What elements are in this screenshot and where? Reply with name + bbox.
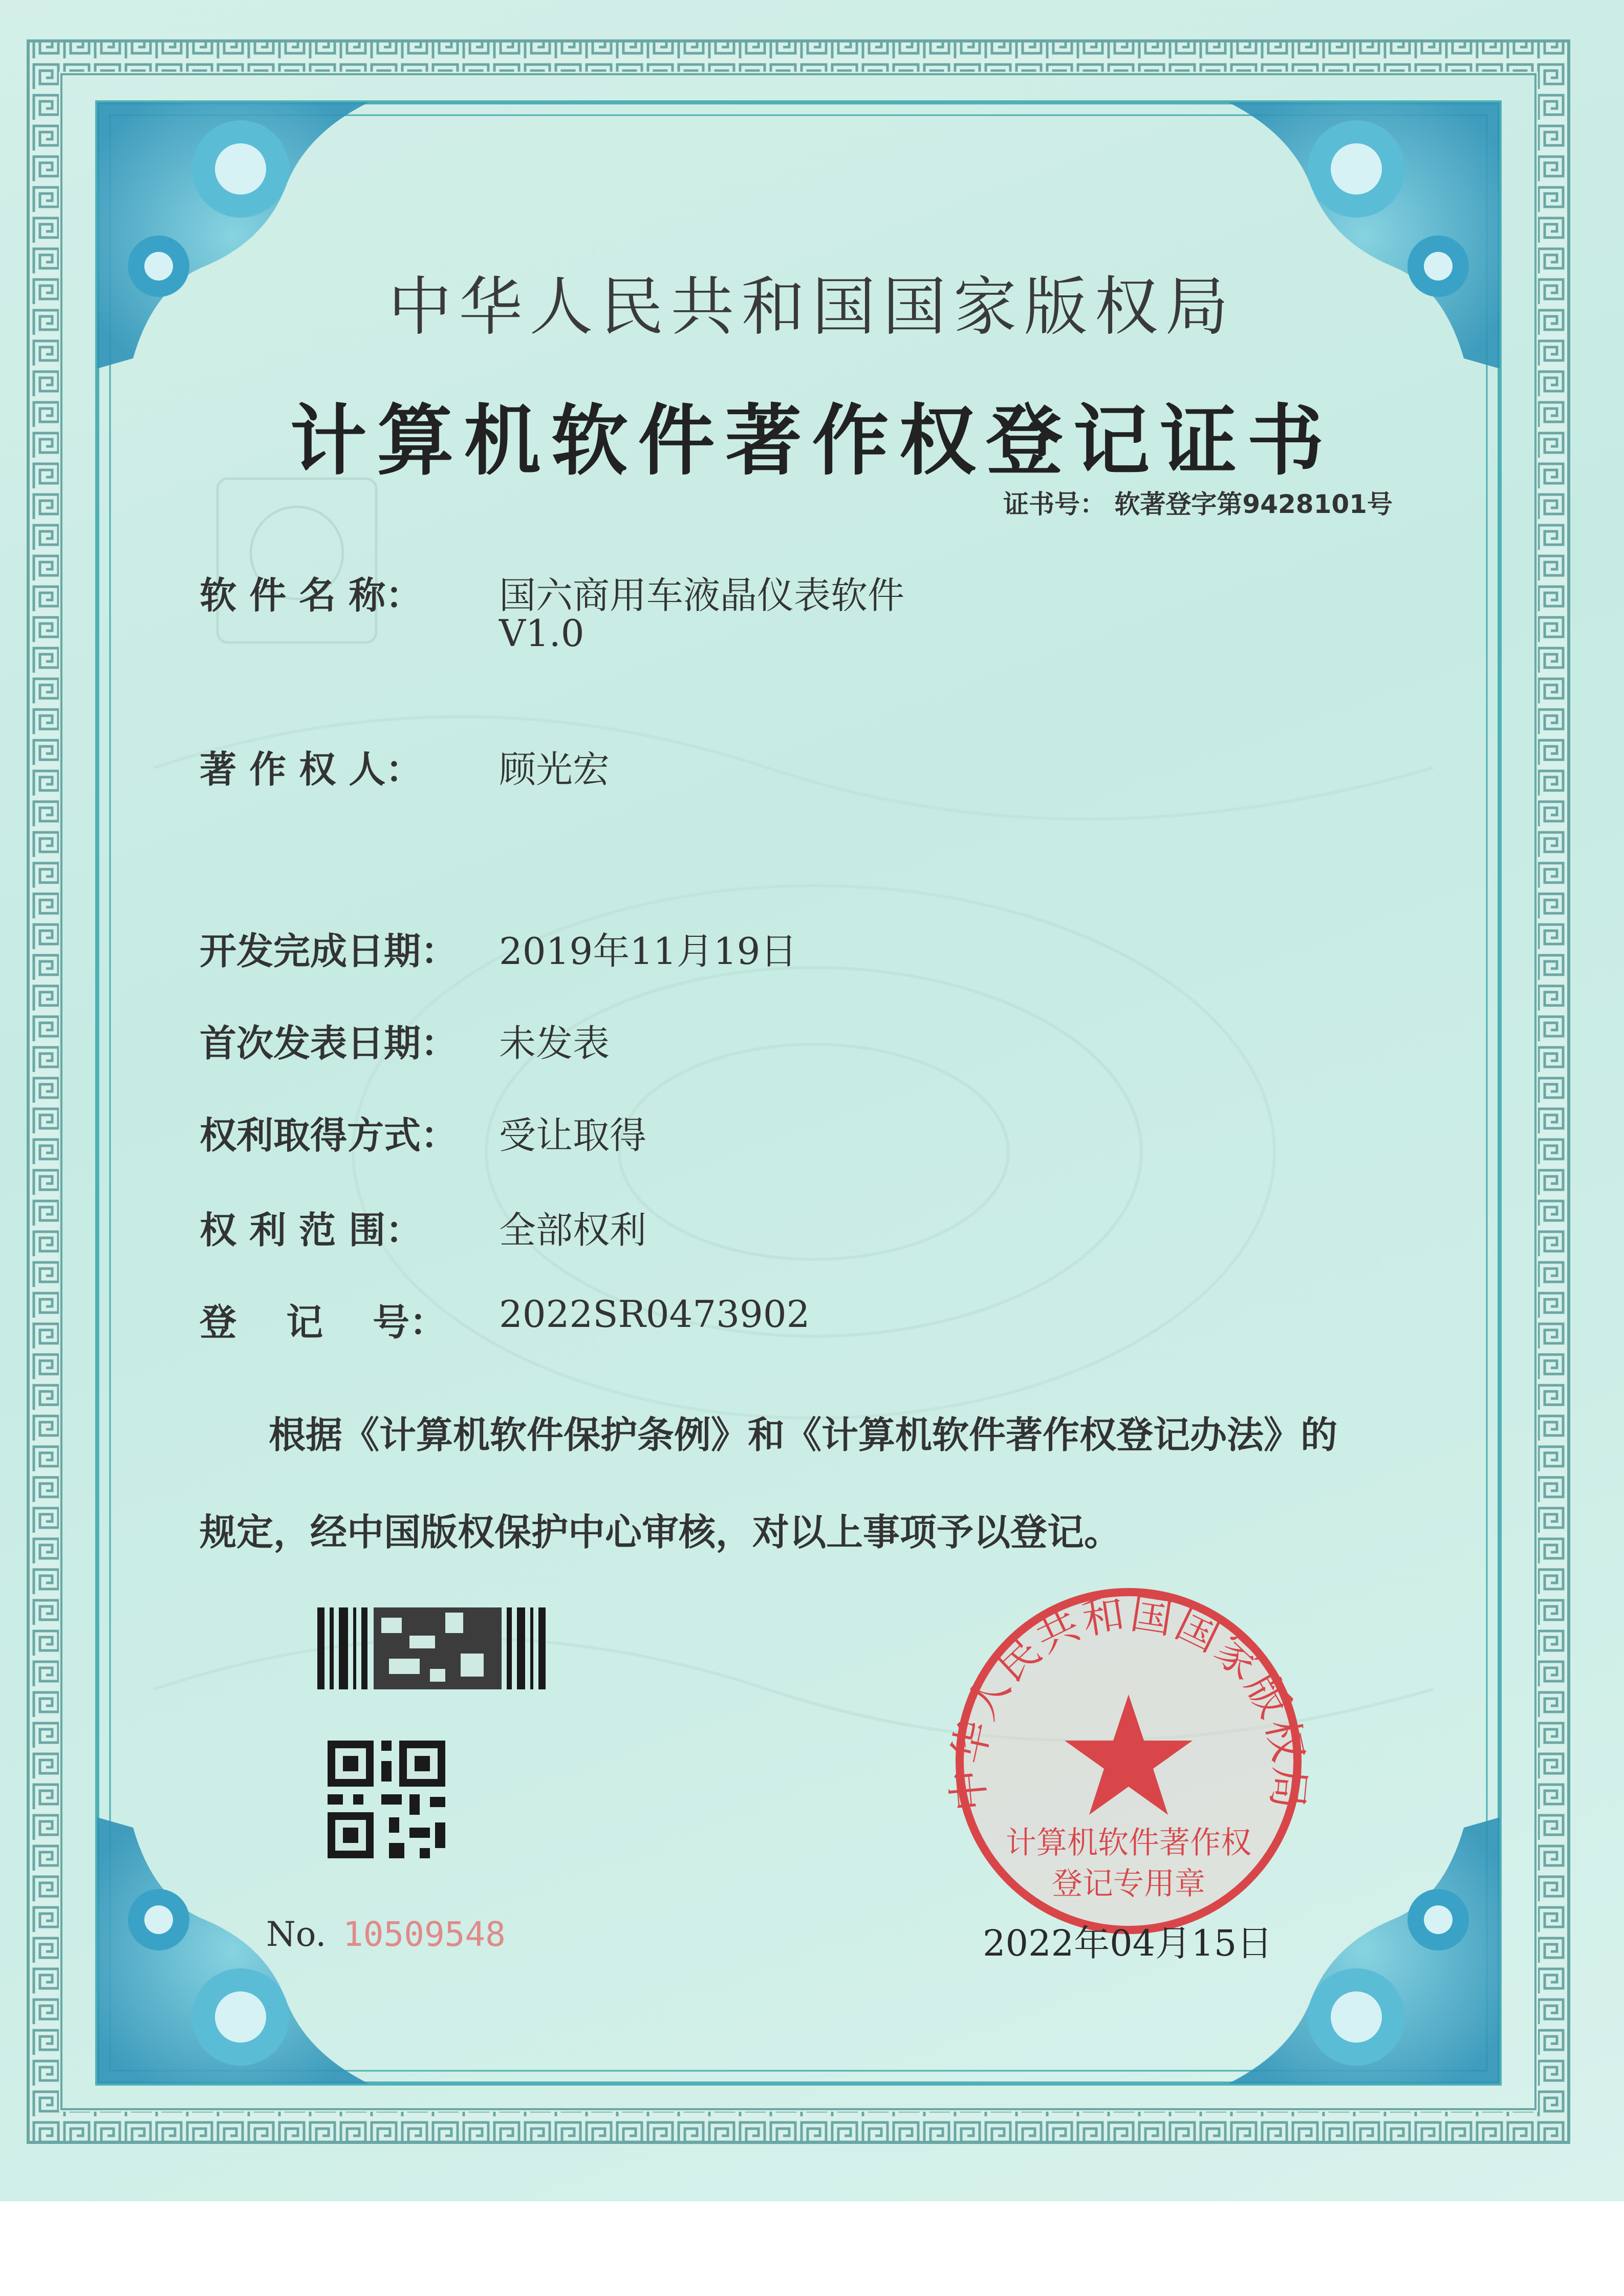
field-value-acquisition-method: 受让取得	[499, 1114, 647, 1157]
serial-label: No.	[266, 1915, 327, 1954]
field-value-software-version: V1.0	[499, 612, 584, 655]
field-label-registration-number: 登 记 号：	[200, 1301, 447, 1344]
paragraph-line-2: 规定，经中国版权保护中心审核，对以上事项予以登记。	[200, 1511, 1121, 1554]
field-value-first-publication-date: 未发表	[499, 1022, 610, 1065]
field-value-rights-scope: 全部权利	[499, 1209, 647, 1252]
field-label-first-publication-date: 首次发表日期：	[200, 1022, 458, 1065]
field-label-software-name: 软 件 名 称：	[200, 574, 423, 617]
serial-number: 10509548	[343, 1915, 506, 1954]
field-value-copyright-owner: 顾光宏	[499, 748, 610, 791]
certificate-number: 证书号： 软著登字第9428101号	[1003, 489, 1393, 519]
field-label-completion-date: 开发完成日期：	[200, 930, 458, 973]
seal-outer-text: 中华人民共和国国家版权局	[943, 1589, 1314, 1814]
field-value-registration-number: 2022SR0473902	[499, 1293, 810, 1336]
issuer-heading: 中华人民共和国国家版权局	[388, 270, 1236, 344]
seal-inner-line1: 计算机软件著作权	[1006, 1825, 1251, 1861]
field-label-copyright-owner: 著 作 权 人：	[200, 748, 423, 791]
certificate-title: 计算机软件著作权登记证书	[290, 397, 1334, 486]
field-label-rights-scope: 权 利 范 围：	[200, 1209, 423, 1252]
field-value-software-name: 国六商用车液晶仪表软件	[499, 574, 905, 617]
seal-inner-line2: 登记专用章	[1052, 1866, 1205, 1902]
issue-date: 2022年04月15日	[983, 1922, 1273, 1964]
field-value-completion-date: 2019年11月19日	[499, 930, 797, 973]
field-label-acquisition-method: 权利取得方式：	[200, 1114, 458, 1157]
paragraph-line-1: 根据《计算机软件保护条例》和《计算机软件著作权登记办法》的	[269, 1413, 1338, 1456]
